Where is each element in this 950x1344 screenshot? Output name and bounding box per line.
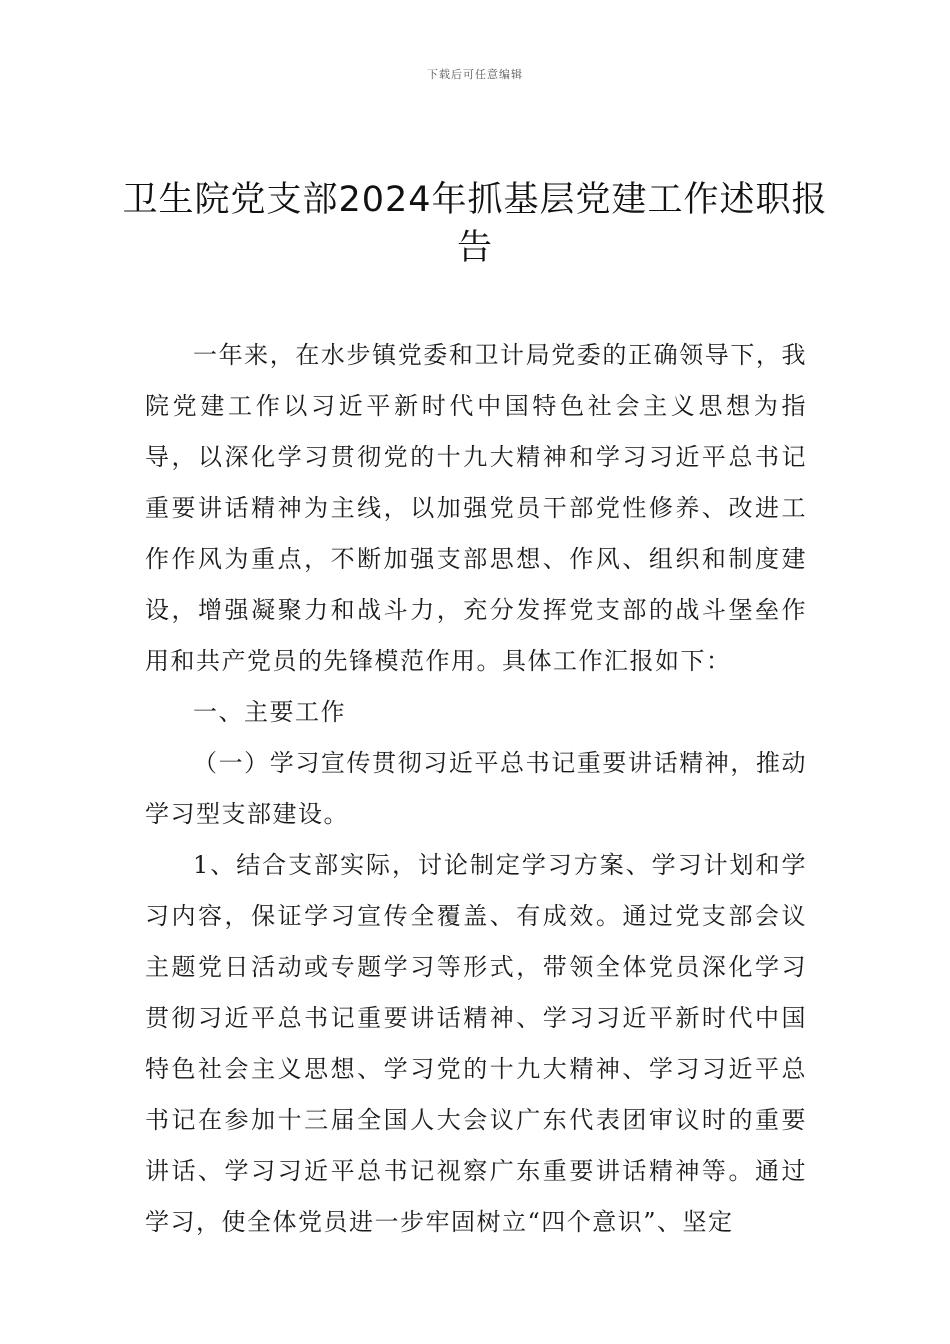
paragraph-intro: 一年来，在水步镇党委和卫计局党委的正确领导下，我院党建工作以习近平新时代中国特色社会主义思想为指导，以深化学习贯彻党的十九大精神和学习习近平总书记重要讲话精神为主线，以加强党员干部党性修养、改进工作作风为重点，不断加强支部思想、作风、组织和制度建设，增强凝聚力和战斗力，充分发挥党支部的战斗堡垒作用和共产党员的先锋模范作用。具体工作汇报如下： bbox=[145, 341, 807, 675]
paragraph-item-1: 1、结合支部实际，讨论制定学习方案、学习计划和学习内容，保证学习宣传全覆盖、有成效。通过党支部会议主题党日活动或专题学习等形式，带领全体党员深化学习贯彻习近平总书记重要讲话精神、学习习近平新时代中国特色社会主义思想、学习党的十九大精神、学习习近平总书记在参加十三届全国人大会议广东代表团审议时的重要讲话、学习习近平总书记视察广东重要讲话精神等。通过学习，使全体党员进一步牢固树立“四个意识”、坚定 bbox=[145, 851, 807, 1236]
subsection-heading-study: （一）学习宣传贯彻习近平总书记重要讲话精神，推动学习型支部建设。 bbox=[145, 749, 807, 828]
document-body bbox=[145, 330, 807, 1248]
section-heading-main-work: 一、主要工作 bbox=[193, 698, 346, 726]
page-header-note: 下载后可任意编辑 bbox=[427, 68, 523, 81]
document-title: 卫生院党支部2024年抓基层党建工作述职报告 bbox=[122, 180, 828, 268]
